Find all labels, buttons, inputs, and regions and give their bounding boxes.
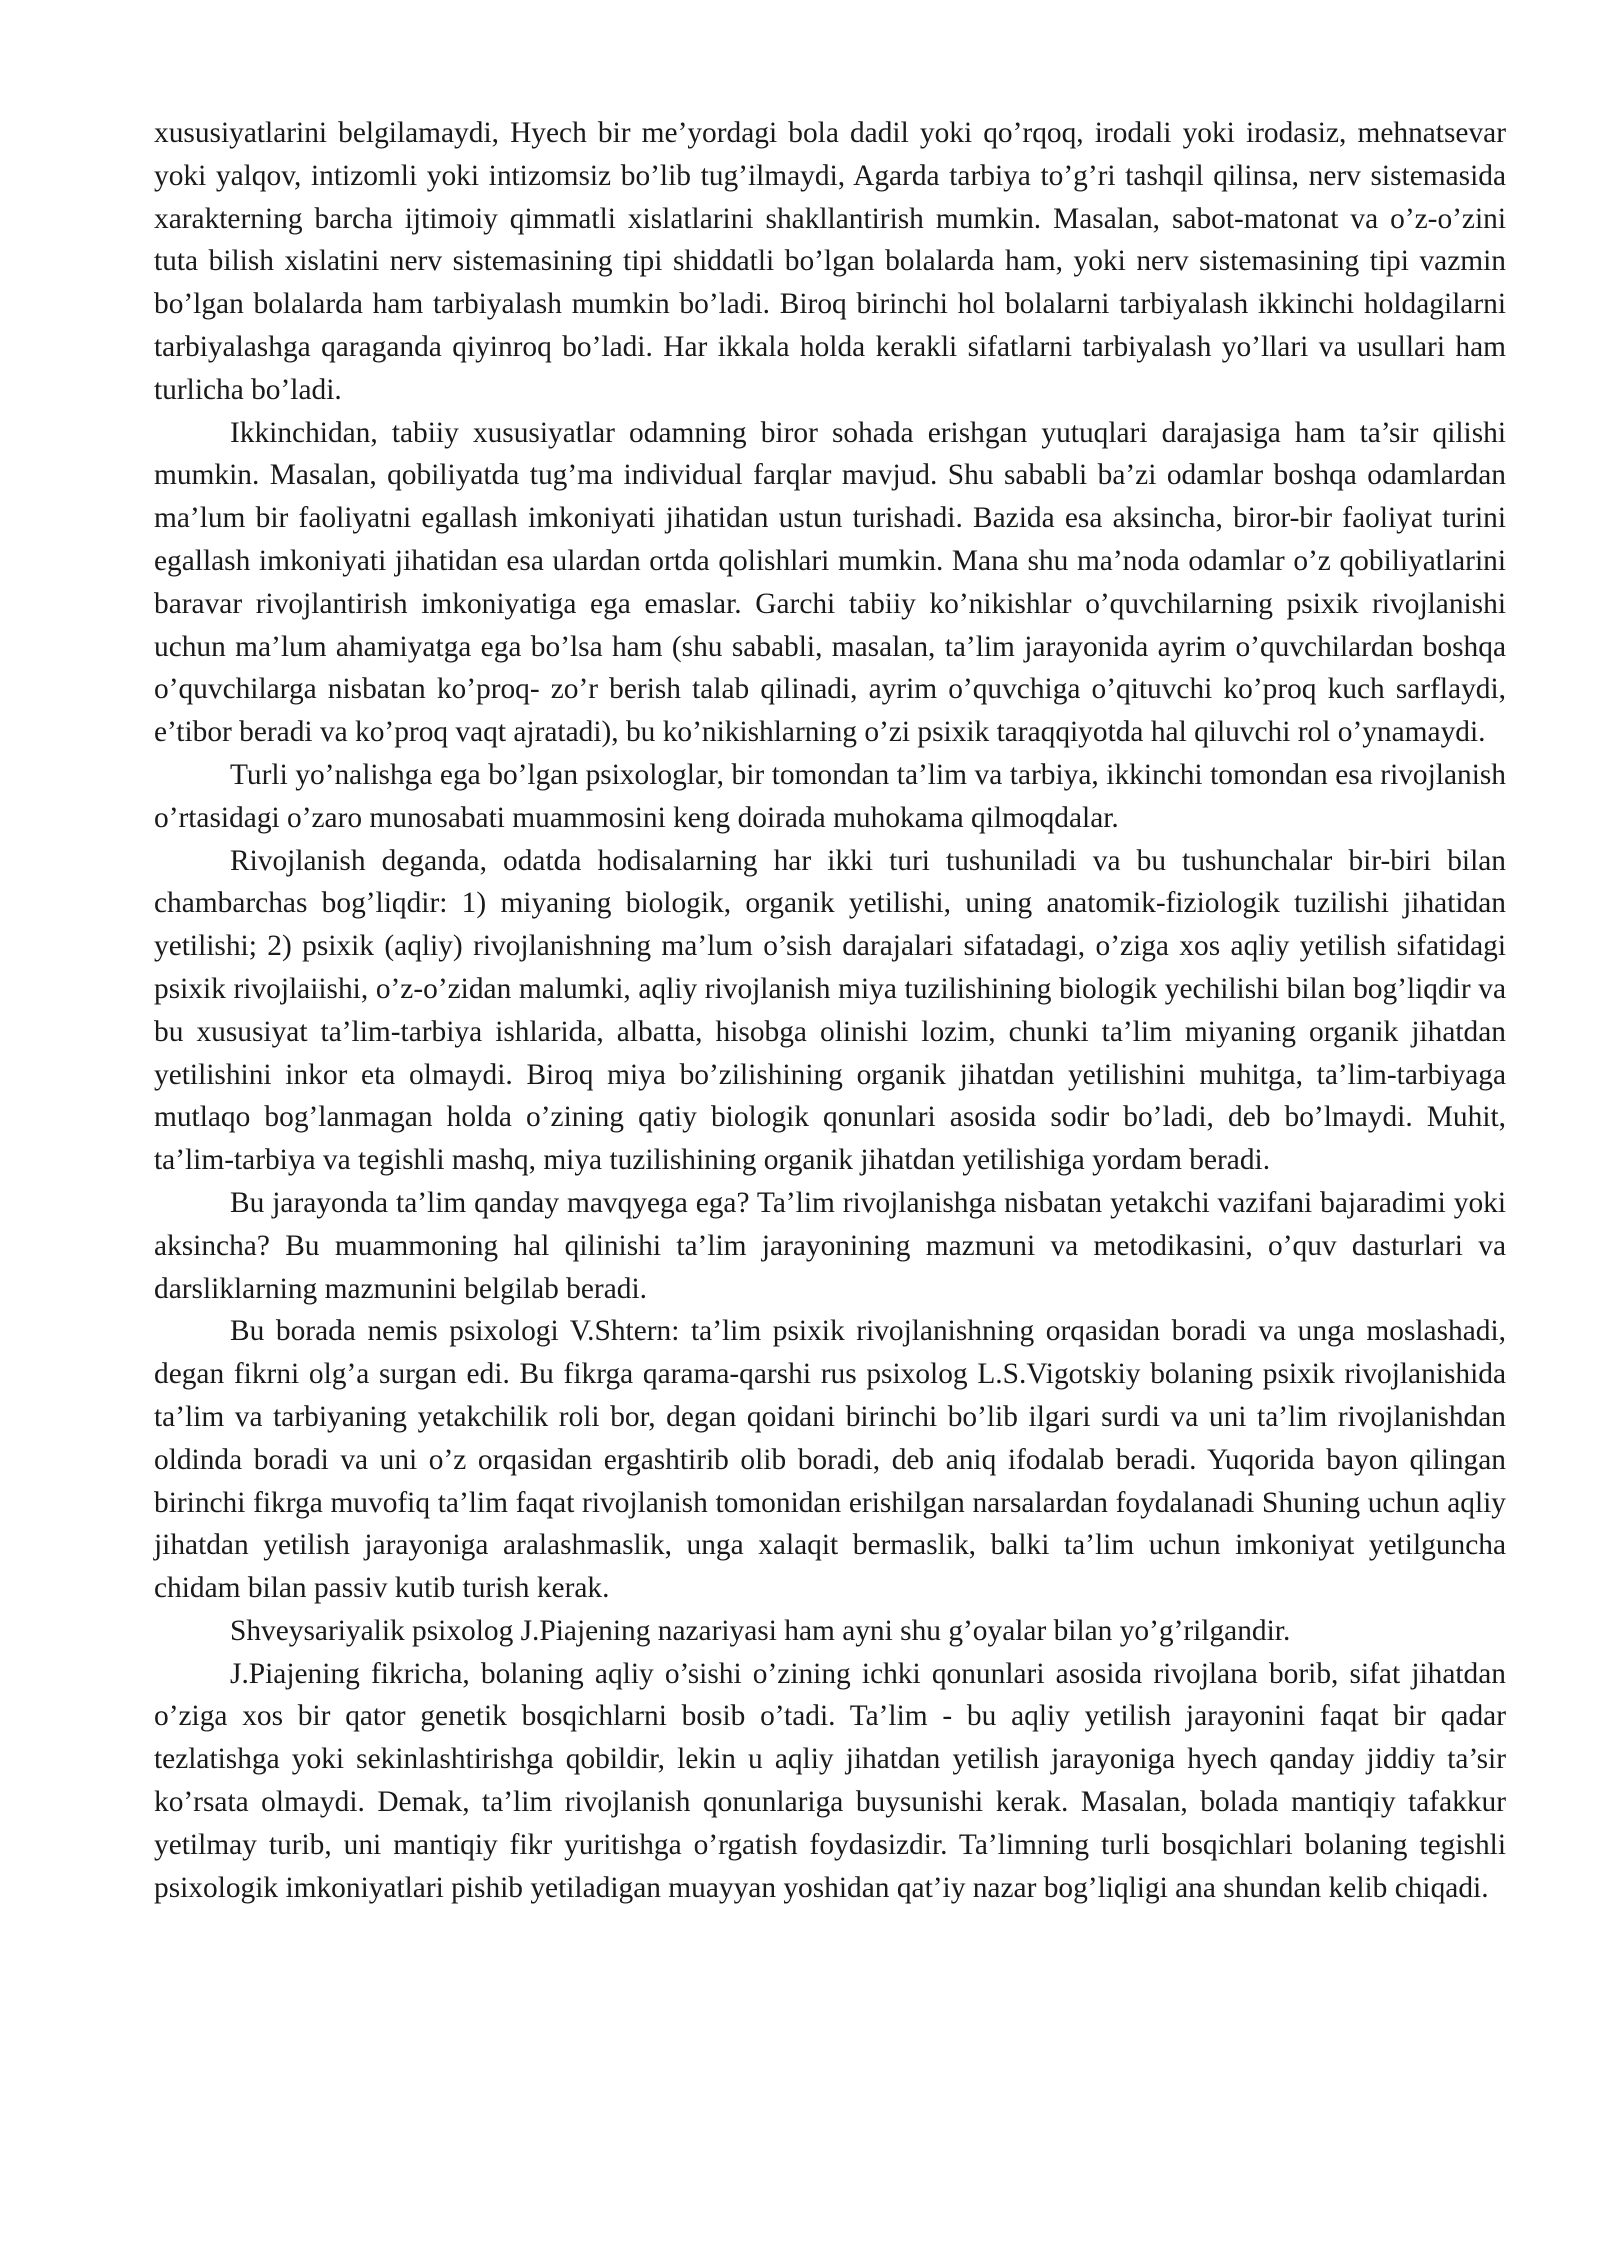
paragraph-bu-borada: Bu borada nemis psixologi V.Shtern: ta’lim psixik rivojlanishning orqasidan boradi va unga moslashadi, degan fikrni olg’a surgan edi. Bu fikrga qarama-qarshi rus psixolog L.S.Vigotskiy bolaning psixik rivojlanishida ta’lim va tarbiyaning yetakchilik roli bor, degan qoidani birinchi bo’lib ilgari surdi va uni ta’lim rivojlanishdan oldinda boradi va uni o’z orqasidan ergashtirib olib boradi, deb aniq ifodalab beradi. Yuqorida bayon qilingan birinchi fikrga muvofiq ta’lim faqat rivojlanish tomonidan erishilgan narsalardan foydalanadi Shuning uchun aqliy jihatdan yetilish jarayoniga aralashmaslik, unga xalaqit bermaslik, balki ta’lim uchun imkoniyat yetilguncha chidam bilan passiv kutib turish kerak.: [154, 1315, 1506, 1605]
paragraph-ikkinchidan: Ikkinchidan, tabiiy xususiyatlar odamning biror sohada erishgan yutuqlari darajasiga ham ta’sir qilishi mumkin. Masalan, qobiliyatda tug’ma individual farqlar mavjud. Shu sababli ba’zi odamlar boshqa odamlardan ma’lum bir faoliyatni egallash imkoniyati jihatidan ustun turishadi. Bazida esa aksincha, biror-bir faoliyat turini egallash imkoniyati jihatidan esa ulardan ortda qolishlari mumkin. Mana shu ma’noda odamlar o’z qobiliyatlarini baravar rivojlantirish imkoniyatiga ega emaslar. Garchi tabiiy ko’nikishlar o’quvchilarning psixik rivojlanishi uchun ma’lum ahamiyatga ega bo’lsa ham (shu sababli, masalan, ta’lim jarayonida ayrim o’quvchilardan boshqa o’quvchilarga nisbatan ko’proq- zo’r berish talab qilinadi, ayrim o’quvchiga o’qituvchi ko’proq kuch sarflaydi, e’tibor beradi va ko’proq vaqt ajratadi), bu ko’nikishlarning o’zi psixik taraqqiyotda hal qiluvchi rol o’ynamaydi.: [154, 416, 1506, 749]
paragraph-piajening-fikricha: J.Piajening fikricha, bolaning aqliy o’sishi o’zining ichki qonunlari asosida rivojlana borib, sifat jihatdan o’ziga xos bir qator genetik bosqichlarni bosib o’tadi. Ta’lim - bu aqliy yetilish jarayonini faqat bir qadar tezlatishga yoki sekinlashtirishga qobildir, lekin u aqliy jihatdan yetilish jarayoniga hyech qanday jiddiy ta’sir ko’rsata olmaydi. Demak, ta’lim rivojlanish qonunlariga buysunishi kerak. Masalan, bolada mantiqiy tafakkur yetilmay turib, uni mantiqiy fikr yuritishga o’rgatish foydasizdir. Ta’limning turli bosqichlari bolaning tegishli psixologik imkoniyatlari pishib yetiladigan muayyan yoshidan qat’iy nazar bog’liqligi ana shundan kelib chiqadi.: [154, 1657, 1506, 1904]
body-text: [154, 112, 1506, 1909]
paragraph-continuation: xususiyatlarini belgilamaydi, Hyech bir me’yordagi bola dadil yoki qo’rqoq, irodali yoki irodasiz, mehnatsevar yoki yalqov, intizomli yoki intizomsiz bo’lib tug’ilmaydi, Agarda tarbiya to’g’ri tashqil qilinsa, nerv sistemasida xarakterning barcha ijtimoiy qimmatli xislatlarini shakllantirish mumkin. Masalan, sabot-matonat va o’z-o’zini tuta bilish xislatini nerv sistemasining tipi shiddatli bo’lgan bolalarda ham, yoki nerv sistemasining tipi vazmin bo’lgan bolalarda ham tarbiyalash mumkin bo’ladi. Biroq birinchi hol bolalarni tarbiyalash ikkinchi holdagilarni tarbiyalashga qaraganda qiyinroq bo’ladi. Har ikkala holda kerakli sifatlarni tarbiyalash yo’llari va usullari ham turlicha bo’ladi.: [154, 117, 1506, 406]
paragraph-turli-yonalishga: Turli yo’nalishga ega bo’lgan psixologlar, bir tomondan ta’lim va tarbiya, ikkinchi tomondan esa rivojlanish o’rtasidagi o’zaro munosabati muammosini keng doirada muhokama qilmoqdalar.: [154, 758, 1506, 834]
paragraph-rivojlanish-deganda: Rivojlanish deganda, odatda hodisalarning har ikki turi tushuniladi va bu tushunchalar bir-biri bilan chambarchas bog’liqdir: 1) miyaning biologik, organik yetilishi, uning anatomik-fiziologik tuzilishi jihatidan yetilishi; 2) psixik (aqliy) rivojlanishning ma’lum o’sish darajalari sifatadagi, o’ziga xos aqliy yetilish sifatidagi psixik rivojlaiishi, o’z-o’zidan malumki, aqliy rivojlanish miya tuzilishining biologik yechilishi bilan bog’liqdir va bu xususiyat ta’lim-tarbiya ishlarida, albatta, hisobga olinishi lozim, chunki ta’lim miyaning organik jihatdan yetilishini inkor eta olmaydi. Biroq miya bo’zilishining organik jihatdan yetilishini muhitga, ta’lim-tarbiyaga mutlaqo bog’lanmagan holda o’zining qatiy biologik qonunlari asosida sodir bo’ladi, deb bo’lmaydi. Muhit, ta’lim-tarbiya va tegishli mashq, miya tuzilishining organik jihatdan yetilishiga yordam beradi.: [154, 844, 1506, 1177]
paragraph-shveysariyalik: Shveysariyalik psixolog J.Piajening nazariyasi ham ayni shu g’oyalar bilan yo’g’rilgandir.: [230, 1614, 1291, 1647]
paragraph-bu-jarayonda: Bu jarayonda ta’lim qanday mavqyega ega? Ta’lim rivojlanishga nisbatan yetakchi vazifani bajaradimi yoki aksincha? Bu muammoning hal qilinishi ta’lim jarayonining mazmuni va metodikasini, o’quv dasturlari va darsliklarning mazmunini belgilab beradi.: [154, 1186, 1506, 1305]
